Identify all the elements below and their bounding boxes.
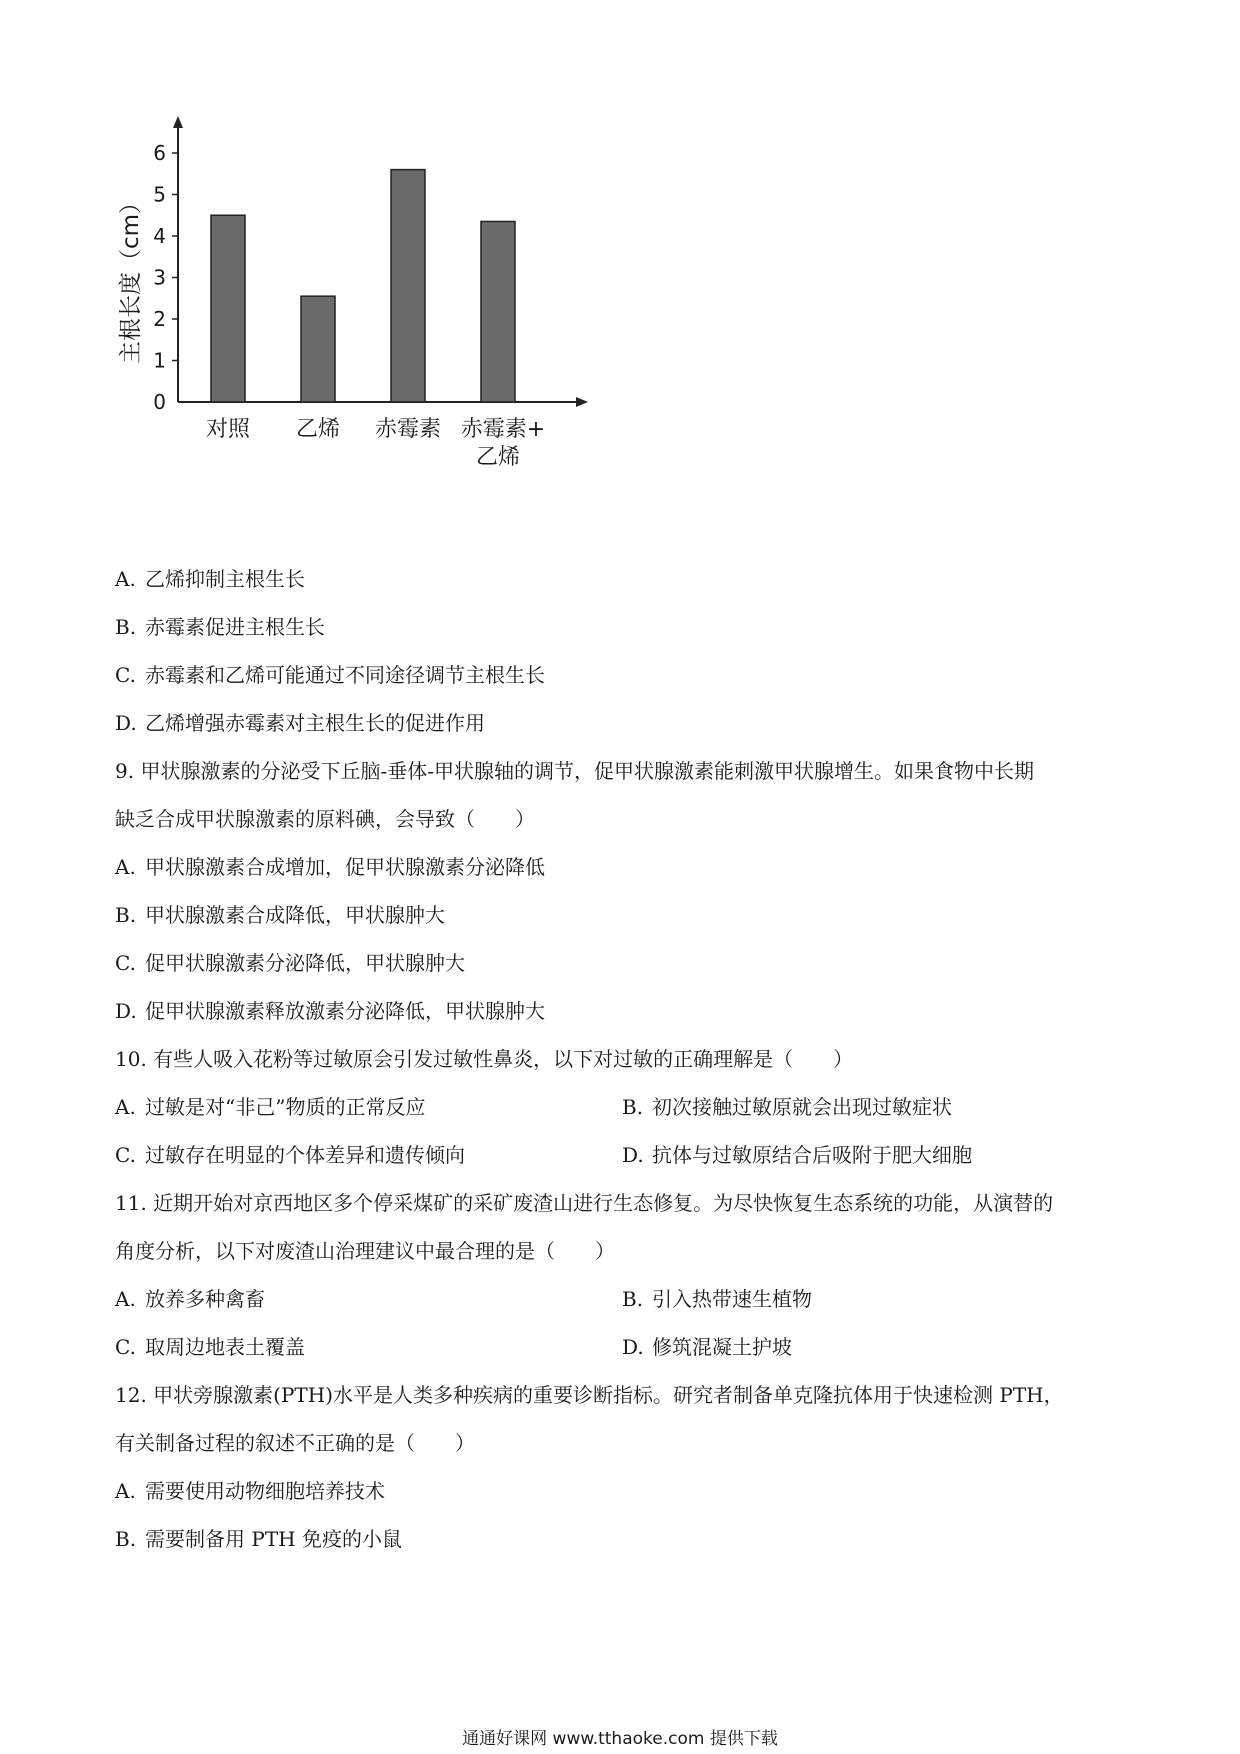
option-text: 过敏是对“非己”物质的正常反应 xyxy=(145,1095,426,1119)
q9-stem-line1: 9. 甲状腺激素的分泌受下丘脑-垂体-甲状腺轴的调节，促甲状腺激素能刺激甲状腺增生。如果食物中长期 xyxy=(115,759,1034,783)
option-text: 促甲状腺激素释放激素分泌降低，甲状腺肿大 xyxy=(145,999,545,1023)
option-letter: C. xyxy=(115,1335,136,1359)
q8-option-d xyxy=(115,710,1135,736)
option-letter: A. xyxy=(115,567,136,591)
option-text: 甲状腺激素合成降低，甲状腺肿大 xyxy=(145,903,445,927)
category-label: 乙烯 xyxy=(295,417,341,442)
root-length-bar-chart xyxy=(118,112,658,532)
y-tick-label: 3 xyxy=(153,265,166,290)
y-tick-label: 2 xyxy=(153,307,166,331)
option-letter: B. xyxy=(622,1287,644,1311)
q12-stem-line1: 12. 甲状旁腺激素(PTH)水平是人类多种疾病的重要诊断指标。研究者制备单克隆抗体用于快速检测 PTH， xyxy=(115,1383,1064,1407)
option-letter: D. xyxy=(115,999,137,1023)
bar-3 xyxy=(391,170,425,402)
option-text: 促甲状腺激素分泌降低，甲状腺肿大 xyxy=(145,951,465,975)
option-text: 放养多种禽畜 xyxy=(145,1287,265,1311)
q11-stem-line1: 11. 近期开始对京西地区多个停采煤矿的采矿废渣山进行生态修复。为尽快恢复生态系统的功能，从演替的 xyxy=(115,1191,1054,1215)
category-label: 赤霉素 xyxy=(374,417,442,442)
category-label: 对照 xyxy=(205,417,251,442)
option-text: 赤霉素促进主根生长 xyxy=(145,615,325,639)
category-label: 赤霉素+ xyxy=(460,417,546,442)
bar-4 xyxy=(481,221,515,402)
bar-1 xyxy=(211,215,245,402)
option-letter: B. xyxy=(115,1527,137,1551)
option-letter: B. xyxy=(115,615,137,639)
y-tick-label: 0 xyxy=(153,390,166,414)
q11-option-d xyxy=(622,1334,792,1360)
option-text: 过敏存在明显的个体差异和遗传倾向 xyxy=(145,1143,465,1167)
q8-option-c xyxy=(115,662,1135,688)
option-letter: A. xyxy=(115,1287,136,1311)
option-letter: B. xyxy=(622,1095,644,1119)
q8-option-b xyxy=(115,614,1135,640)
option-text: 需要制备用 PTH 免疫的小鼠 xyxy=(145,1527,402,1551)
option-text: 初次接触过敏原就会出现过敏症状 xyxy=(652,1095,952,1119)
option-letter: B. xyxy=(115,903,137,927)
option-text: 乙烯抑制主根生长 xyxy=(145,567,305,591)
q12-stem-line2: 有关制备过程的叙述不正确的是（ ） xyxy=(115,1431,475,1455)
option-letter: C. xyxy=(115,951,136,975)
option-text: 取周边地表土覆盖 xyxy=(145,1335,305,1359)
option-letter: D. xyxy=(622,1335,644,1359)
y-tick-label: 1 xyxy=(153,348,166,373)
q9-option-a xyxy=(115,854,1135,880)
q8-option-a xyxy=(115,566,1135,592)
y-tick-label: 4 xyxy=(153,224,166,248)
q11-stem-line2: 角度分析，以下对废渣山治理建议中最合理的是（ ） xyxy=(115,1239,615,1263)
bar-2 xyxy=(301,296,335,402)
q9-stem-line2: 缺乏合成甲状腺激素的原料碘，会导致（ ） xyxy=(115,807,535,831)
y-tick-label: 6 xyxy=(153,141,166,165)
option-text: 赤霉素和乙烯可能通过不同途径调节主根生长 xyxy=(145,663,545,687)
q10-option-d xyxy=(622,1142,972,1168)
option-letter: A. xyxy=(115,1479,136,1503)
q12-option-a xyxy=(115,1478,1135,1504)
download-footer: 通通好课网 www.tthaoke.com 提供下载 xyxy=(462,1729,778,1749)
q9-option-d xyxy=(115,998,1135,1024)
option-text: 修筑混凝土护坡 xyxy=(652,1335,792,1359)
option-letter: D. xyxy=(622,1143,644,1167)
q10-option-c xyxy=(115,1142,595,1168)
q11-option-c xyxy=(115,1334,595,1360)
option-text: 引入热带速生植物 xyxy=(652,1287,812,1311)
q9-option-b xyxy=(115,902,1135,928)
y-axis-label: 主根长度（cm） xyxy=(118,190,144,365)
option-text: 甲状腺激素合成增加，促甲状腺激素分泌降低 xyxy=(145,855,545,879)
y-tick-label: 5 xyxy=(153,182,166,207)
option-letter: A. xyxy=(115,1095,136,1119)
q9-option-c xyxy=(115,950,1135,976)
option-text: 需要使用动物细胞培养技术 xyxy=(145,1479,385,1503)
option-letter: C. xyxy=(115,663,136,687)
option-letter: A. xyxy=(115,855,136,879)
option-letter: C. xyxy=(115,1143,136,1167)
q11-option-a xyxy=(115,1286,595,1312)
q12-option-b xyxy=(115,1526,1135,1552)
q10-option-a xyxy=(115,1094,595,1120)
option-text: 乙烯增强赤霉素对主根生长的促进作用 xyxy=(145,711,485,735)
q11-option-b xyxy=(622,1286,812,1312)
x-axis-arrow xyxy=(576,397,588,407)
option-letter: D. xyxy=(115,711,137,735)
q10-stem: 10. 有些人吸入花粉等过敏原会引发过敏性鼻炎，以下对过敏的正确理解是（ ） xyxy=(115,1047,854,1071)
category-label: 乙烯 xyxy=(475,445,521,470)
y-axis-arrow xyxy=(173,116,183,128)
option-text: 抗体与过敏原结合后吸附于肥大细胞 xyxy=(652,1143,972,1167)
q10-option-b xyxy=(622,1094,952,1120)
